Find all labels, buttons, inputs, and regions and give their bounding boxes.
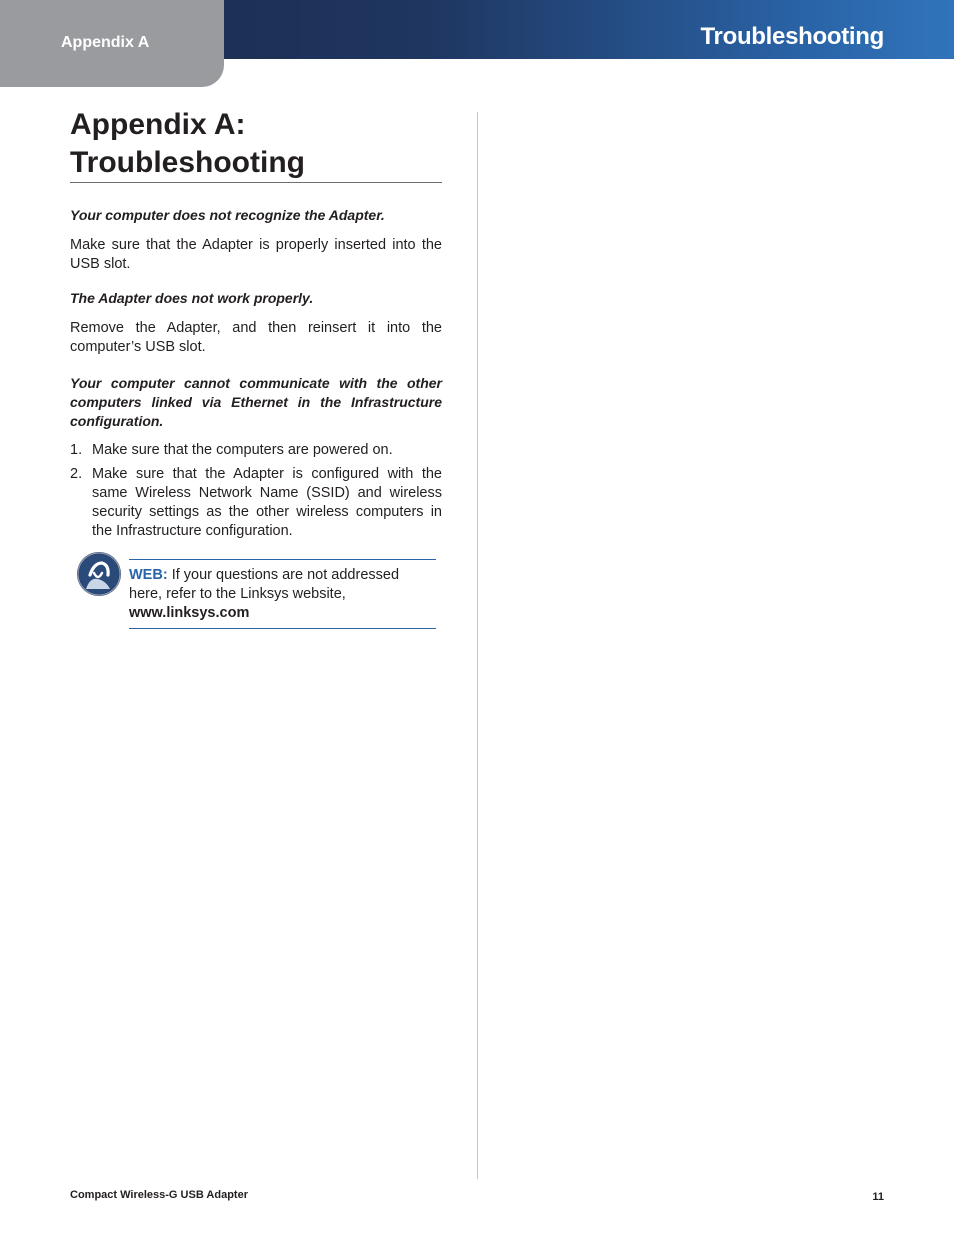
list-item <box>70 441 442 460</box>
question-heading: The Adapter does not work properly. <box>70 290 314 306</box>
footer-product-name: Compact Wireless-G USB Adapter <box>70 1189 248 1201</box>
list-item-text: Make sure that the computers are powered on. <box>92 442 393 458</box>
list-item-text: Make sure that the Adapter is configured with the same Wireless Network Name (SSID) and wireless security settings as the other wireless computers in the Infrastructure configuration. <box>92 466 442 539</box>
answer-paragraph: Make sure that the Adapter is properly inserted into the USB slot. <box>70 237 442 272</box>
section-title: Troubleshooting <box>700 23 884 50</box>
question-heading: Your computer does not recognize the Adapter. <box>70 207 385 223</box>
note-label: WEB: <box>129 567 168 583</box>
page-title-line1: Appendix A: <box>70 108 246 141</box>
chapter-tab <box>0 0 224 87</box>
steps-list <box>70 441 442 541</box>
footer-page-number: 11 <box>872 1191 884 1203</box>
page-title <box>70 106 442 182</box>
main-column <box>70 106 442 541</box>
linksys-website-link[interactable]: www.linksys.com <box>129 605 250 621</box>
answer-paragraph: Remove the Adapter, and then reinsert it into the computer’s USB slot. <box>70 320 442 355</box>
question-heading: Your computer cannot communicate with the other computers linked via Ethernet in the Infrastructure configuration. <box>70 375 442 429</box>
page-title-line2: Troubleshooting <box>70 146 305 179</box>
list-item-number: 1. <box>70 442 83 458</box>
note-body: If your questions are not addressed here, refer to the Linksys website, <box>129 567 400 602</box>
title-rule <box>70 182 442 183</box>
list-item <box>70 465 442 541</box>
chapter-tab-label: Appendix A <box>61 34 150 51</box>
note-text <box>129 559 436 629</box>
web-globe-icon <box>76 551 122 597</box>
column-divider <box>477 112 478 1179</box>
web-note <box>70 550 442 621</box>
list-item-number: 2. <box>70 466 83 482</box>
